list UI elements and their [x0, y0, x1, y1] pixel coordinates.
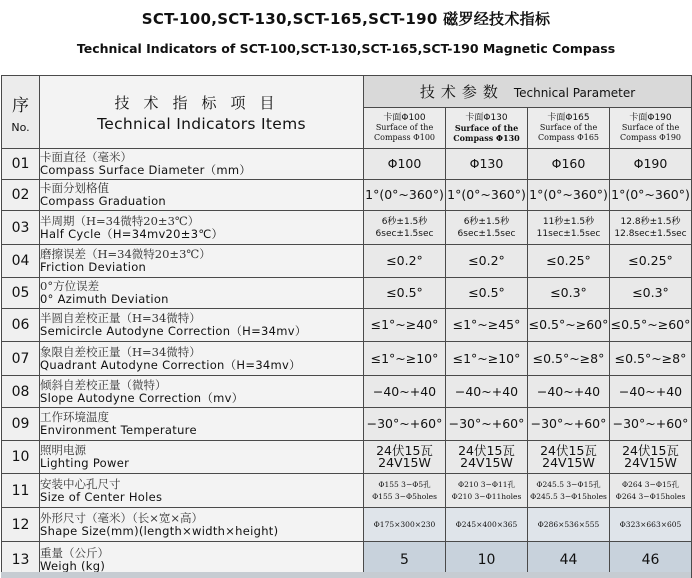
row-number: 01	[2, 149, 40, 180]
model-header: 卡面Φ130 Surface of the Compass Φ130	[446, 108, 528, 149]
row-number: 05	[2, 278, 40, 309]
value-line: ≤0.3°	[632, 285, 669, 300]
value-line: 1°(0°~360°)	[611, 187, 690, 202]
value-line: ≤0.3°	[550, 285, 587, 300]
parameter-value	[610, 441, 692, 474]
value-line: Φ155 3−Φ5holes	[372, 491, 437, 501]
indicator-cn: 安装中心孔尺寸	[40, 476, 121, 491]
indicator-cn: 工作环境温度	[40, 410, 109, 424]
value-line: Φ323×663×605	[619, 519, 682, 529]
indicator-item	[40, 211, 364, 245]
parameter-value	[610, 180, 692, 211]
parameter-value	[446, 149, 528, 180]
parameter-value	[446, 245, 528, 278]
indicator-item	[40, 342, 364, 376]
page-subtitle: Technical Indicators of SCT-100,SCT-130,SCT-165,SCT-190 Magnetic Compass	[76, 41, 616, 56]
value-line: Φ245.5 3−Φ15holes	[530, 491, 607, 501]
value-line: 10	[477, 551, 496, 568]
indicator-item	[40, 180, 364, 211]
parameter-value	[364, 211, 446, 245]
parameter-value	[364, 278, 446, 309]
value-line: ≤1°~≥40°	[370, 317, 439, 332]
value-line: Φ100	[387, 156, 422, 171]
row-number: 04	[2, 245, 40, 278]
value-line: Φ130	[469, 156, 504, 171]
indicator-en: Semicircle Autodyne Correction（H=34mv）	[40, 324, 307, 338]
indicator-cn: 外形尺寸（毫米）（长×宽×高）	[40, 510, 204, 525]
parameter-value	[446, 342, 528, 376]
parameter-value	[528, 245, 610, 278]
row-number: 09	[2, 408, 40, 441]
indicator-item	[40, 508, 364, 542]
value-line: 12.8秒±1.5秒	[620, 216, 681, 227]
value-line: ≤0.5°~≥60°	[610, 317, 691, 332]
value-line: ≤0.5°~≥8°	[614, 350, 687, 366]
indicator-en: Compass Surface Diameter（mm）	[40, 163, 252, 177]
indicator-item	[40, 408, 364, 441]
indicator-cn: 半周期（H=34微特20±3℃）	[40, 213, 200, 228]
indicator-cn: 卡面直径（毫米）	[40, 150, 132, 164]
value-line: ≤0.5°	[468, 285, 505, 300]
parameter-value	[446, 474, 528, 508]
parameter-value	[364, 508, 446, 542]
model-header: 卡面Φ100 Surface of the Compass Φ100	[364, 108, 446, 149]
model-header: 卡面Φ165 Surface of the Compass Φ165	[528, 108, 610, 149]
indicator-en: Lighting Power	[40, 456, 130, 470]
value-line: Φ264 3−Φ15孔	[621, 479, 680, 489]
value-line: ≤1°~≥10°	[370, 350, 439, 366]
row-number: 10	[2, 441, 40, 474]
parameter-value	[528, 474, 610, 508]
parameter-value	[610, 149, 692, 180]
parameter-value	[528, 342, 610, 376]
value-line: 24V15W	[624, 455, 677, 470]
value-line: Φ190	[633, 156, 668, 171]
value-line: ≤1°~≥45°	[452, 317, 521, 332]
parameter-value	[528, 508, 610, 542]
indicator-cn: 重量（公斤）	[40, 545, 109, 560]
indicator-en: Half Cycle（H=34mv20±3℃）	[40, 226, 224, 241]
parameter-value	[364, 376, 446, 408]
parameter-value	[610, 376, 692, 408]
indicator-cn: 照明电源	[40, 443, 86, 457]
indicator-cn: 0°方位误差	[40, 279, 100, 293]
page-title: SCT-100,SCT-130,SCT-165,SCT-190 磁罗经技术指标	[141, 10, 551, 28]
value-line: 1°(0°~360°)	[447, 187, 526, 202]
value-line: 44	[559, 551, 578, 568]
value-line: ≤0.25°	[628, 253, 673, 268]
parameter-value	[446, 180, 528, 211]
value-line: −40~+40	[536, 383, 601, 399]
indicator-en: Slope Autodyne Correction（mv）	[40, 390, 244, 405]
parameter-value	[610, 508, 692, 542]
indicator-item	[40, 245, 364, 278]
parameter-value	[446, 309, 528, 342]
indicator-item	[40, 441, 364, 474]
value-line: Φ155 3−Φ5孔	[378, 479, 431, 489]
value-line: ≤1°~≥10°	[452, 350, 521, 366]
value-line: 24V15W	[378, 455, 431, 470]
parameter-value	[528, 441, 610, 474]
value-line: Φ160	[551, 156, 586, 171]
value-line: 12.8sec±1.5sec	[614, 228, 687, 239]
header-no: 序 No.	[2, 76, 40, 149]
indicator-en: Size of Center Holes	[40, 489, 163, 504]
indicator-en: 0° Azimuth Deviation	[40, 292, 169, 306]
value-line: 46	[641, 551, 660, 568]
parameter-value	[610, 278, 692, 309]
value-line: Φ210 3−Φ11holes	[451, 491, 522, 501]
value-line: 6sec±1.5sec	[457, 228, 516, 239]
parameter-value	[446, 441, 528, 474]
parameter-value	[364, 474, 446, 508]
value-line: 24伏15瓦	[540, 443, 597, 458]
parameter-value	[610, 342, 692, 376]
row-number: 13	[2, 542, 40, 578]
value-line: 11秒±1.5秒	[542, 216, 595, 227]
value-line: ≤0.2°	[468, 253, 505, 268]
parameter-value	[610, 408, 692, 441]
value-line: 5	[400, 551, 409, 568]
parameter-value	[364, 180, 446, 211]
value-line: 24V15W	[460, 455, 513, 470]
value-line: −30°~+60°	[612, 416, 689, 431]
parameter-value	[528, 149, 610, 180]
parameter-value	[446, 278, 528, 309]
table-row	[2, 309, 692, 342]
value-line: −40~+40	[454, 383, 519, 399]
indicator-item	[40, 149, 364, 180]
value-line: 11sec±1.5sec	[536, 228, 601, 239]
value-line: −40~+40	[372, 383, 437, 399]
value-line: ≤0.5°~≥60°	[528, 317, 609, 332]
table-row	[2, 180, 692, 211]
parameter-value	[610, 309, 692, 342]
bottom-strip	[1, 572, 691, 578]
row-number: 11	[2, 474, 40, 508]
value-line: 6秒±1.5秒	[463, 216, 510, 227]
row-number: 02	[2, 180, 40, 211]
value-line: Φ245×400×365	[455, 519, 518, 529]
parameter-value	[446, 376, 528, 408]
value-line: 24伏15瓦	[458, 443, 515, 458]
parameter-value	[610, 245, 692, 278]
table-row	[2, 508, 692, 542]
parameter-value	[610, 474, 692, 508]
parameter-value	[446, 508, 528, 542]
indicator-en: Quadrant Autodyne Correction（H=34mv）	[40, 357, 301, 372]
indicator-en: Friction Deviation	[40, 260, 147, 274]
value-line: 1°(0°~360°)	[365, 187, 444, 202]
value-line: −30°~+60°	[530, 416, 607, 431]
parameter-value	[364, 441, 446, 474]
value-line: Φ175×300×230	[373, 519, 436, 529]
value-line: 1°(0°~360°)	[529, 187, 608, 202]
table-row	[2, 342, 692, 376]
table-row	[2, 441, 692, 474]
indicator-en: Shape Size(mm)(length×width×height)	[40, 523, 279, 538]
value-line: Φ245.5 3−Φ15孔	[536, 479, 601, 489]
value-line: ≤0.2°	[386, 253, 423, 268]
indicator-item	[40, 474, 364, 508]
header-parameter: 技术参数 Technical Parameter	[364, 76, 692, 108]
parameter-value	[528, 376, 610, 408]
parameter-value	[528, 211, 610, 245]
table-row	[2, 408, 692, 441]
value-line: Φ264 3−Φ15holes	[615, 491, 686, 501]
parameter-value	[446, 408, 528, 441]
value-line: −30°~+60°	[448, 416, 525, 431]
table-row	[2, 474, 692, 508]
parameter-value	[364, 408, 446, 441]
row-number: 07	[2, 342, 40, 376]
value-line: −30°~+60°	[366, 416, 443, 431]
table-row	[2, 211, 692, 245]
parameter-value	[528, 180, 610, 211]
row-number: 12	[2, 508, 40, 542]
value-line: 6sec±1.5sec	[375, 228, 434, 239]
indicator-cn: 倾斜自差校正量（微特）	[40, 377, 167, 392]
indicator-cn: 卡面分划格值	[40, 181, 109, 195]
parameter-value	[528, 408, 610, 441]
parameter-value	[364, 245, 446, 278]
value-line: ≤0.5°	[386, 285, 423, 300]
spec-table	[1, 75, 692, 578]
parameter-value	[446, 211, 528, 245]
indicator-en: Compass Graduation	[40, 194, 167, 208]
row-number: 06	[2, 309, 40, 342]
value-line: ≤0.5°~≥8°	[532, 350, 605, 366]
indicator-en: Weigh (kg)	[40, 558, 106, 573]
parameter-value	[528, 309, 610, 342]
model-header: 卡面Φ190 Surface of the Compass Φ190	[610, 108, 692, 149]
value-line: 24伏15瓦	[622, 443, 679, 458]
indicator-item	[40, 309, 364, 342]
indicator-item	[40, 376, 364, 408]
parameter-value	[364, 149, 446, 180]
table-row	[2, 245, 692, 278]
value-line: 24V15W	[542, 455, 595, 470]
parameter-value	[528, 278, 610, 309]
indicator-en: Environment Temperature	[40, 423, 197, 437]
row-number: 03	[2, 211, 40, 245]
indicator-cn: 象限自差校正量（H=34微特）	[40, 344, 201, 359]
parameter-value	[610, 211, 692, 245]
parameter-value	[364, 309, 446, 342]
indicator-cn: 半圆自差校正量（H=34微特）	[40, 311, 201, 325]
table-row	[2, 149, 692, 180]
value-line: Φ210 3−Φ11孔	[457, 479, 516, 489]
value-line: Φ286×536×555	[537, 519, 600, 529]
table-row	[2, 376, 692, 408]
value-line: −40~+40	[618, 383, 683, 399]
table-row	[2, 278, 692, 309]
value-line: ≤0.25°	[546, 253, 591, 268]
header-items: 技术指标项目 Technical Indicators Items	[40, 76, 364, 149]
value-line: 24伏15瓦	[376, 443, 433, 458]
indicator-item	[40, 278, 364, 309]
row-number: 08	[2, 376, 40, 408]
parameter-value	[364, 342, 446, 376]
value-line: 6秒±1.5秒	[381, 216, 428, 227]
indicator-cn: 磨擦误差（H=34微特20±3℃）	[40, 247, 211, 261]
